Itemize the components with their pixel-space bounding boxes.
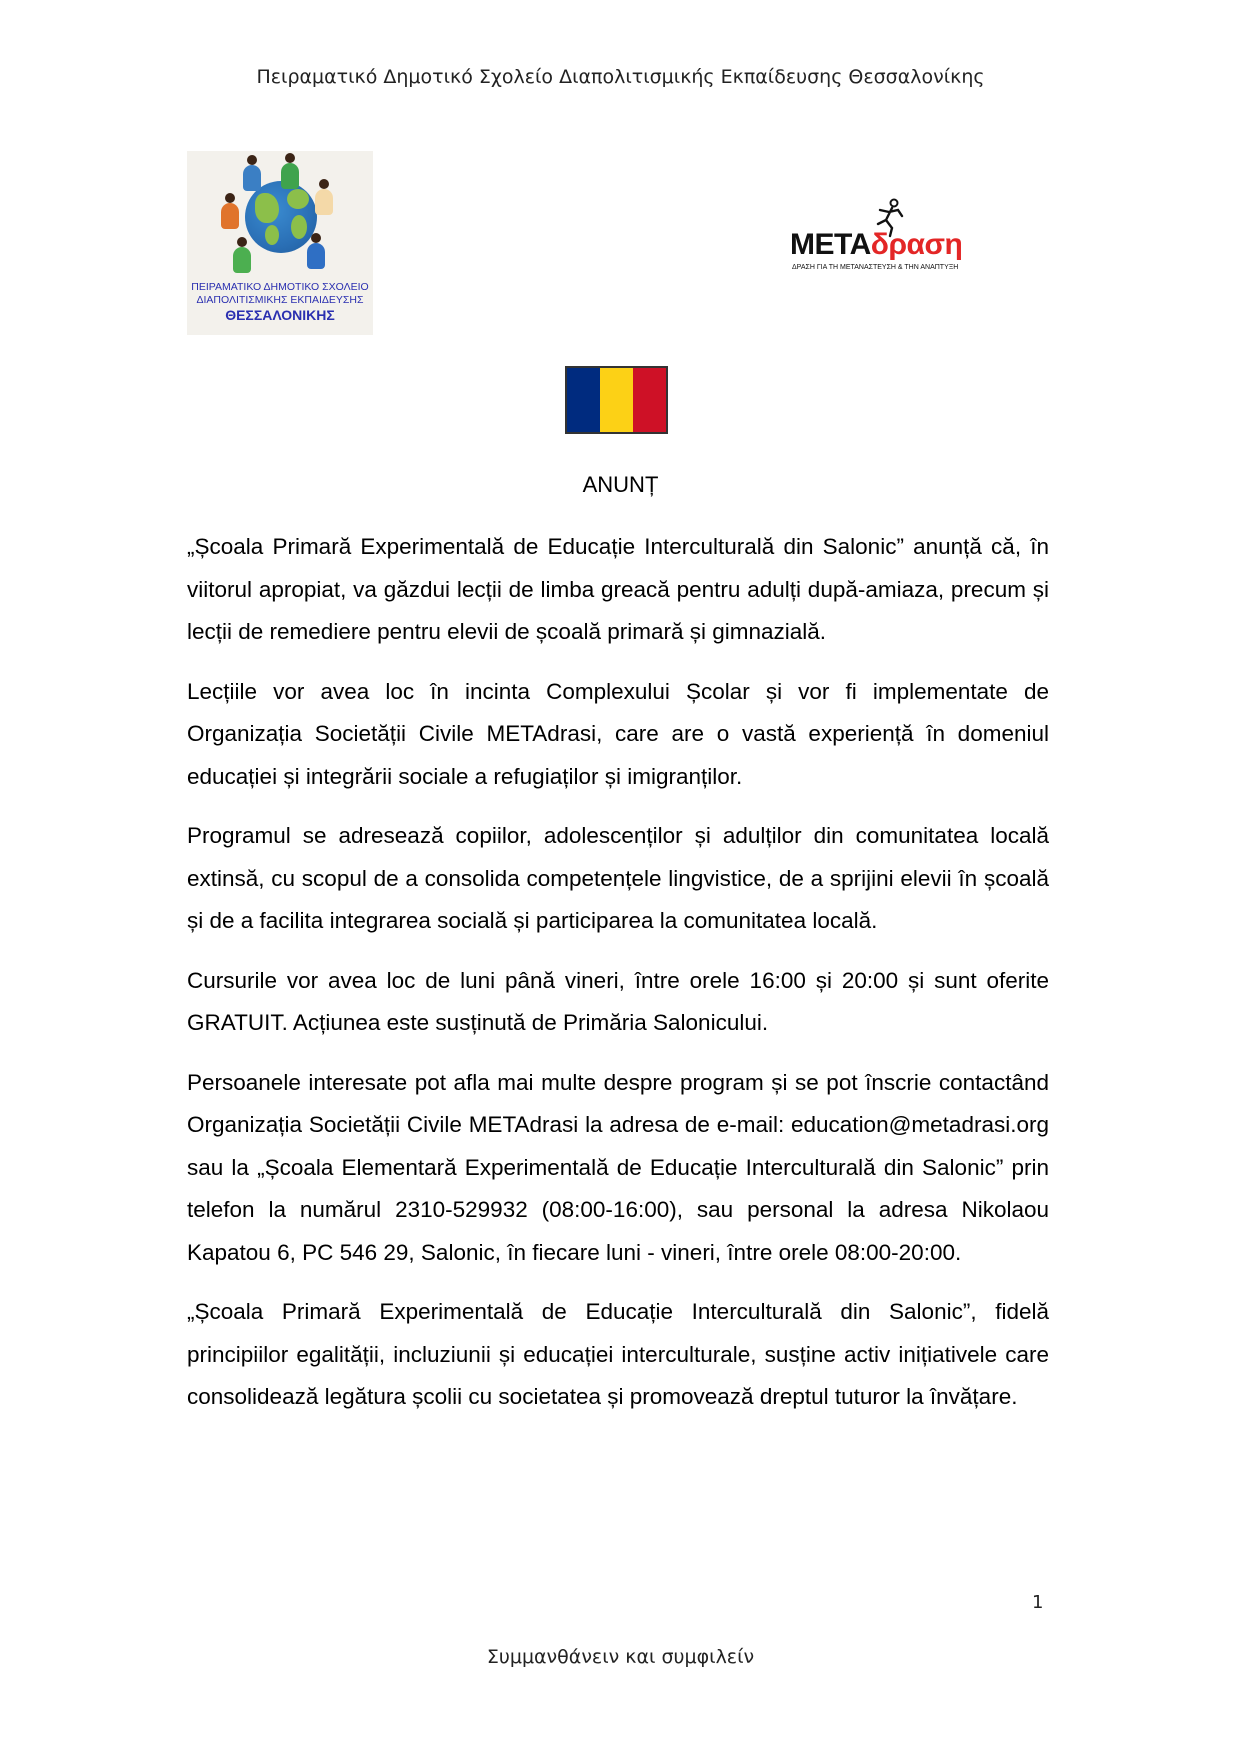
school-logo-line3: ΘΕΣΣΑΛΟΝΙΚΗΣ xyxy=(225,307,335,323)
metadrasi-word-red: δραση xyxy=(870,228,963,261)
page-header: Πειραματικό Δημοτικό Σχολείο Διαπολιτισμικής Εκπαίδευσης Θεσσαλονίκης xyxy=(256,66,985,88)
paragraph-2: Lecțiile vor avea loc în incinta Complexului Școlar și vor fi implementate de Organizația Societății Civile METAdrasi, care are o vastă experiență în domeniul educației și integrării sociale a refugiaților și imigranților. xyxy=(187,678,1049,789)
paragraph-3: Programul se adresează copiilor, adolescenților și adulților din comunitatea locală extinsă, cu scopul de a consolida competențele lingvistice, de a sprijini elevii în școală și de a facilita integrarea socială și participarea la comunitatea locală. xyxy=(187,823,1049,933)
page-number: 1 xyxy=(1032,1592,1044,1613)
metadrasi-logo xyxy=(790,198,990,278)
document-title: ANUNȚ xyxy=(582,472,659,497)
romanian-flag-icon xyxy=(565,366,668,434)
paragraph-1: „Școala Primară Experimentală de Educație Interculturală din Salonic” anunță că, în viitorul apropiat, va găzdui lecții de limba greacă pentru adulți după-amiaza, precum și lecții de remediere pentru elevii de școală primară și gimnazială. xyxy=(187,534,1049,644)
metadrasi-word-black: META xyxy=(790,228,871,261)
document-body xyxy=(187,526,1049,1436)
page-footer: Συμμανθάνειν και συμφιλείν xyxy=(486,1646,755,1668)
paragraph-6: „Școala Primară Experimentală de Educație Interculturală din Salonic”, fidelă principiilor egalității, incluziunii și educației interculturale, susține activ inițiativele care consolidează legătura școlii cu societatea și promovează dreptul tuturor la învățare. xyxy=(187,1299,1049,1409)
school-logo-line2: ΔΙΑΠΟΛΙΤΙΣΜΙΚΗΣ ΕΚΠΑΙΔΕΥΣΗΣ xyxy=(196,294,364,306)
metadrasi-tagline: ΔΡΑΣΗ ΓΙΑ ΤΗ ΜΕΤΑΝΑΣΤΕΥΣΗ & ΤΗΝ ΑΝΑΠΤΥΞΗ xyxy=(792,264,959,271)
school-logo xyxy=(187,151,373,335)
paragraph-4: Cursurile vor avea loc de luni până vineri, între orele 16:00 și 20:00 și sunt oferite GRATUIT. Acțiunea este susținută de Primăria Salonicului. xyxy=(187,967,1049,1035)
school-logo-line1: ΠΕΙΡΑΜΑΤΙΚΟ ΔΗΜΟΤΙΚΟ ΣΧΟΛΕΙΟ xyxy=(191,281,369,293)
paragraph-5: Persoanele interesate pot afla mai multe despre program și se pot înscrie contactând Organizația Societății Civile METAdrasi la adresa de e-mail: education@metadrasi.org sau la „Școala Elementară Experimentală de Educație Interculturală din Salonic” prin telefon la numărul 2310-529932 (08:00-16:00), sau personal la adresa Nikolaou Kapatou 6, PC 546 29, Salonic, în fiecare luni - vineri, între orele 08:00-20:00. xyxy=(187,1069,1049,1265)
globe-children-icon xyxy=(215,159,345,279)
